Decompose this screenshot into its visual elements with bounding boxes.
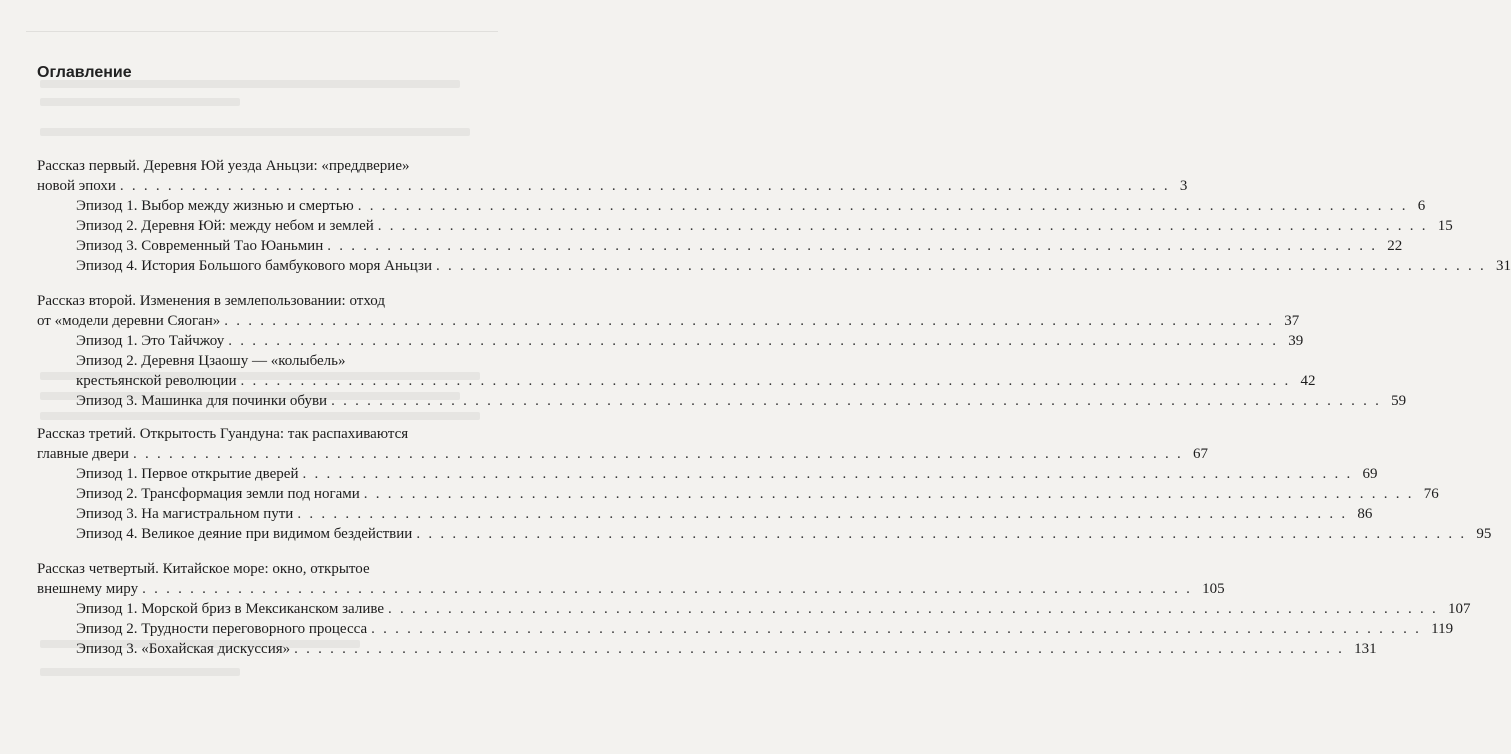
dot-leader: ........................................................................................ [377, 218, 1434, 234]
section-title-line: Рассказ третий. Открытость Гуандуна: так распахиваются [37, 426, 409, 442]
dot-leader: ........................................................................................ [294, 641, 1351, 657]
toc-entry-episode[interactable] [76, 236, 1403, 256]
toc-entry-episode[interactable] [76, 524, 1492, 544]
dot-leader: ........................................................................................ [388, 601, 1444, 617]
show-through-line [40, 128, 470, 136]
toc-entry-episode[interactable] [76, 599, 1471, 619]
dot-leader: ........................................................................................ [327, 238, 1384, 254]
episode-title: Эпизод 3. Современный Тао Юаньмин [76, 238, 324, 254]
episode-title: Эпизод 1. Морской бриз в Мексиканском заливе [76, 601, 384, 617]
toc-entry-episode[interactable] [76, 464, 1378, 484]
page-number: 22 [1387, 238, 1403, 254]
page-number: 105 [1202, 581, 1225, 597]
episode-title: Эпизод 3. Машинка для починки обуви [76, 393, 328, 409]
dot-leader: ........................................................................................ [119, 178, 1176, 194]
toc-entry-episode[interactable] [76, 504, 1373, 524]
show-through-header [26, 28, 498, 32]
page-number: 131 [1354, 641, 1377, 657]
toc-entry-episode[interactable] [76, 256, 1511, 276]
section-title-line: от «модели деревни Сяоган» [37, 313, 221, 329]
toc-entry-section[interactable] [37, 444, 1208, 464]
page-number: 76 [1423, 486, 1439, 502]
dot-leader: ........................................................................................ [297, 506, 1354, 522]
page-number: 119 [1431, 621, 1454, 637]
toc-entry-episode[interactable] [76, 331, 1304, 351]
toc-title: Оглавление [37, 64, 132, 81]
toc-entry-section[interactable] [37, 176, 1188, 196]
dot-leader: ........................................................................................ [132, 446, 1189, 462]
episode-title: Эпизод 1. Это Тайчжоу [76, 333, 225, 349]
toc-entry-section[interactable] [37, 311, 1300, 331]
episode-title: Эпизод 3. На магистральном пути [76, 506, 294, 522]
page-number: 15 [1437, 218, 1453, 234]
dot-leader: ........................................................................................ [240, 373, 1297, 389]
episode-title: Эпизод 1. Выбор между жизнью и смертью [76, 198, 354, 214]
section-title-line: Рассказ четвертый. Китайское море: окно, открытое [37, 561, 370, 577]
toc-entry-episode[interactable] [76, 619, 1454, 639]
show-through-line [40, 98, 240, 106]
toc-entry-episode[interactable] [76, 371, 1316, 391]
section-title-line: Рассказ второй. Изменения в землепользовании: отход [37, 293, 385, 309]
page-number: 86 [1357, 506, 1373, 522]
dot-leader: ........................................................................................ [371, 621, 1428, 637]
dot-leader: ........................................................................................ [331, 393, 1388, 409]
page-number: 37 [1284, 313, 1300, 329]
episode-title: Эпизод 2. Трудности переговорного процесса [76, 621, 368, 637]
toc-entry-episode[interactable] [76, 196, 1426, 216]
page-number: 69 [1362, 466, 1378, 482]
show-through-line [40, 412, 480, 420]
dot-leader: ........................................................................................ [224, 313, 1281, 329]
page-number: 107 [1448, 601, 1471, 617]
toc-entry-episode[interactable] [76, 484, 1439, 504]
page-number: 39 [1288, 333, 1304, 349]
page-number: 3 [1179, 178, 1188, 194]
section-title-line: Рассказ первый. Деревня Юй уезда Аньцзи: «преддверие» [37, 158, 410, 174]
toc-entry-episode[interactable] [76, 391, 1407, 411]
episode-title: Эпизод 3. «Бохайская дискуссия» [76, 641, 291, 657]
episode-title: Эпизод 4. Великое деяние при видимом бездействии [76, 526, 413, 542]
toc-entry-episode[interactable] [76, 639, 1377, 659]
page-number: 59 [1391, 393, 1407, 409]
section-title-line: главные двери [37, 446, 129, 462]
page-number: 42 [1300, 373, 1316, 389]
dot-leader: ........................................................................................ [416, 526, 1473, 542]
episode-title: Эпизод 2. Трансформация земли под ногами [76, 486, 360, 502]
dot-leader: ........................................................................................ [357, 198, 1414, 214]
page-number: 67 [1192, 446, 1208, 462]
dot-leader: ........................................................................................ [435, 258, 1492, 274]
dot-leader: ........................................................................................ [302, 466, 1359, 482]
episode-title: крестьянской революции [76, 373, 237, 389]
page-number: 31 [1495, 258, 1511, 274]
dot-leader: ........................................................................................ [142, 581, 1199, 597]
episode-title: Эпизод 1. Первое открытие дверей [76, 466, 299, 482]
show-through-line [40, 668, 240, 676]
section-title-line: внешнему миру [37, 581, 139, 597]
episode-title-line: Эпизод 2. Деревня Цзаошу — «колыбель» [76, 353, 346, 369]
section-title-line: новой эпохи [37, 178, 116, 194]
dot-leader: ........................................................................................ [363, 486, 1420, 502]
toc-entry-episode[interactable] [76, 216, 1453, 236]
dot-leader: ........................................................................................ [228, 333, 1285, 349]
toc-entry-section[interactable] [37, 579, 1225, 599]
page-number: 95 [1476, 526, 1492, 542]
episode-title: Эпизод 2. Деревня Юй: между небом и землей [76, 218, 374, 234]
episode-title: Эпизод 4. История Большого бамбукового моря Аньцзи [76, 258, 432, 274]
page-number: 6 [1417, 198, 1426, 214]
